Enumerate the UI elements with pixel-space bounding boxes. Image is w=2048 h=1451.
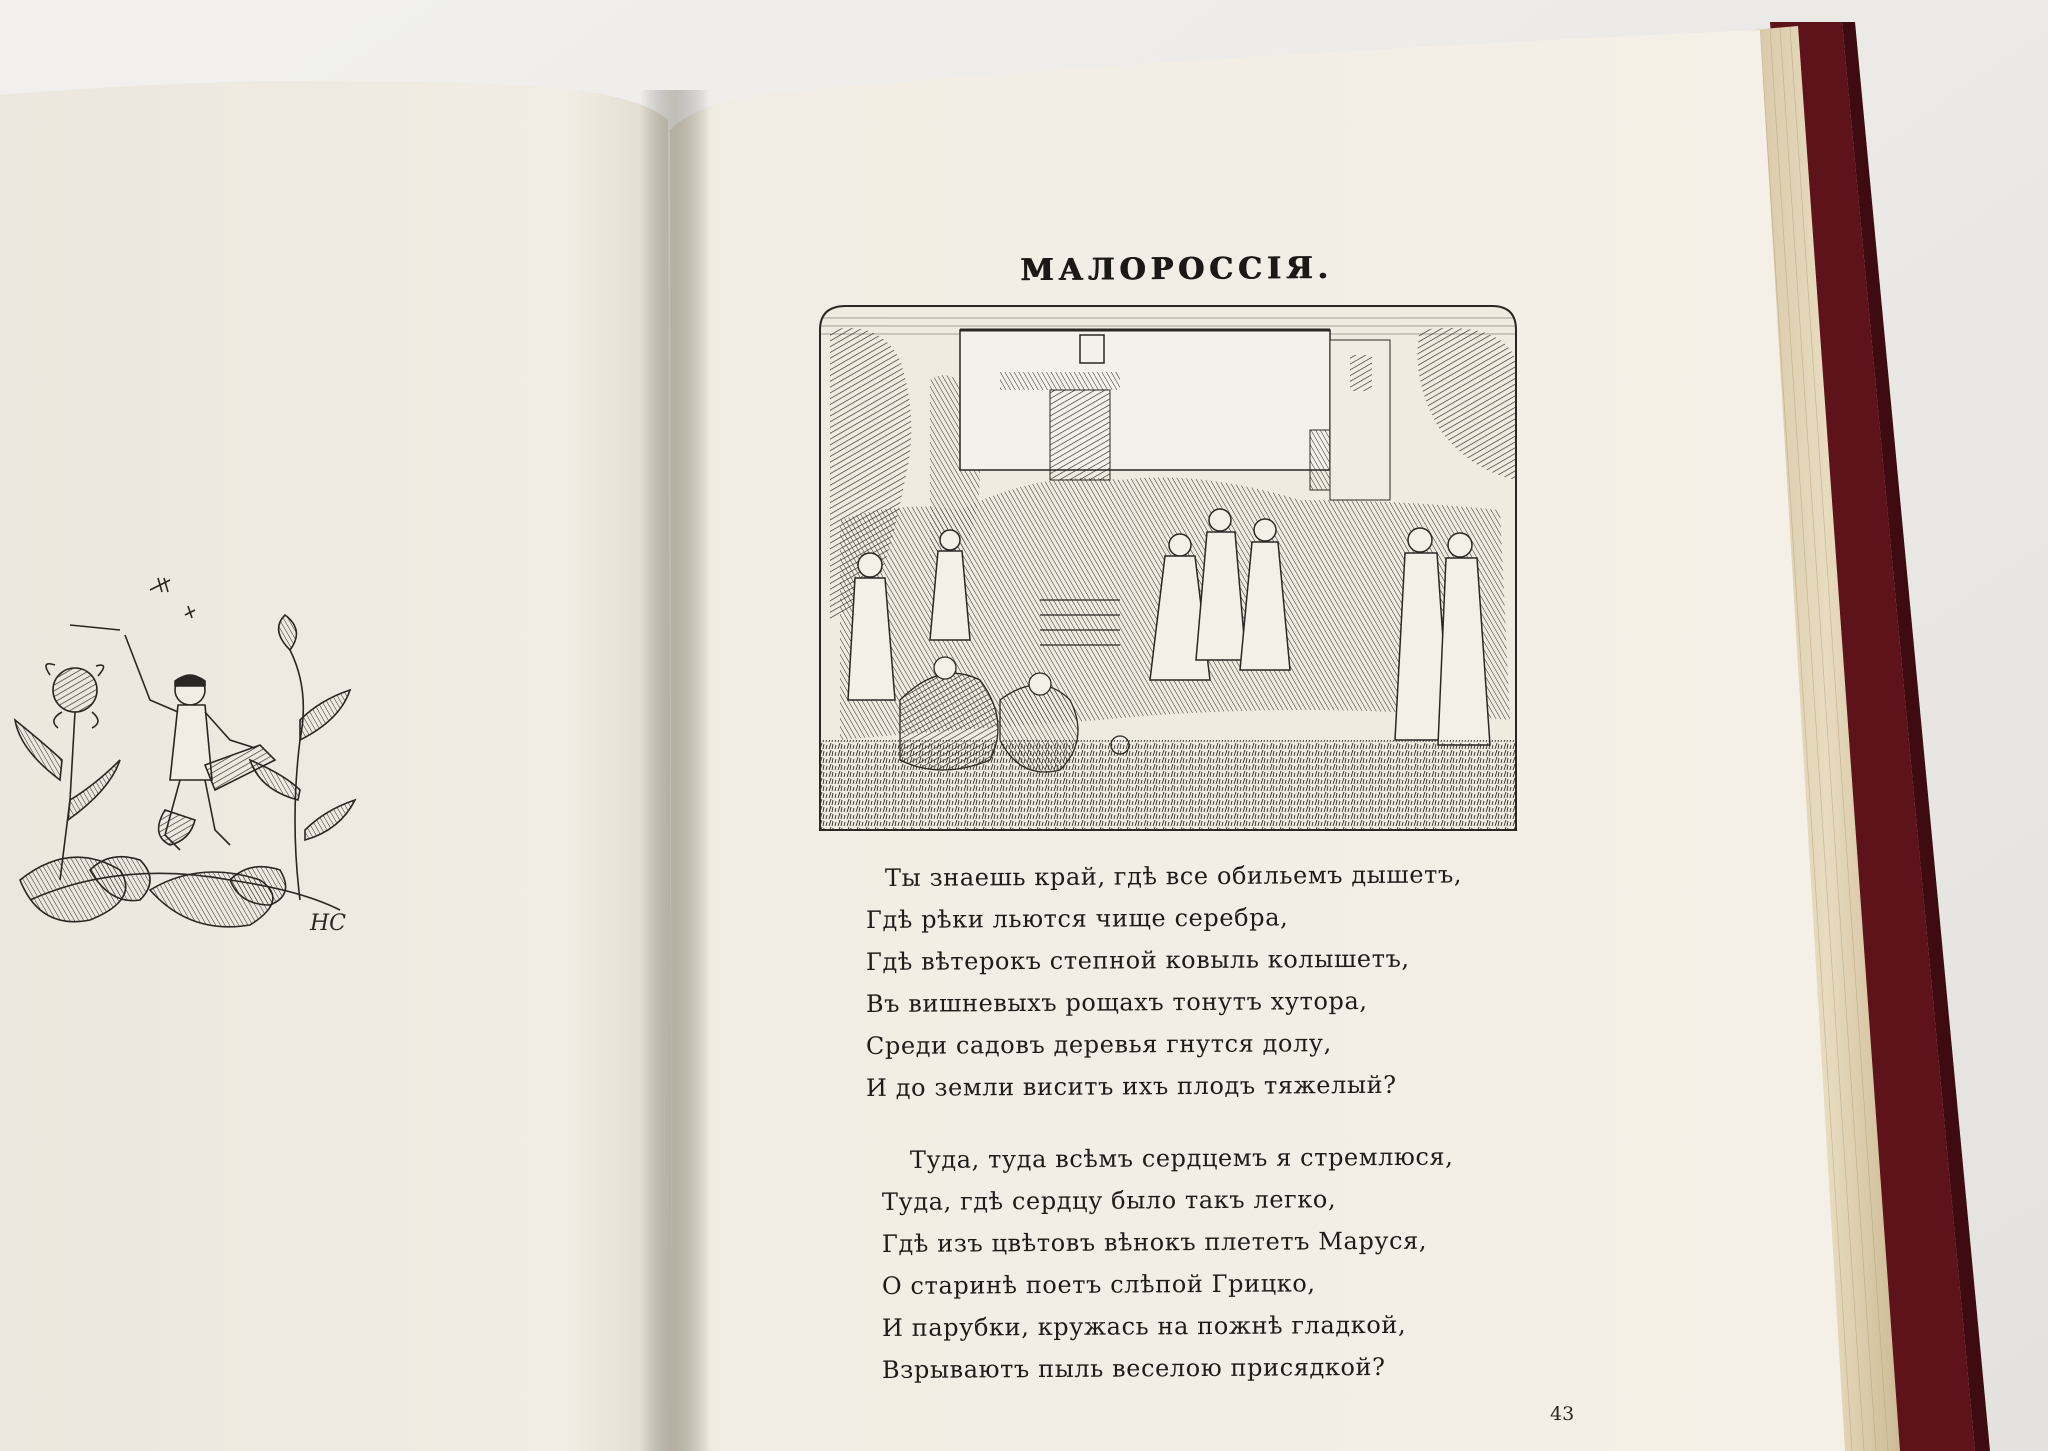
verse-line: Ты знаешь край, гдѣ все обильемъ дышетъ, [884, 860, 1463, 892]
verse-line: Гдѣ вѣтерокъ степной ковыль колышетъ, [865, 944, 1410, 976]
verse-line: И парубки, кружась на пожнѣ гладкой, [881, 1310, 1407, 1342]
page-title: МАЛОРОССІЯ. [1019, 250, 1333, 289]
vignette-signature: НС [310, 911, 347, 936]
verse-line: Въ вишневыхъ рощахъ тонутъ хутора, [865, 986, 1368, 1018]
verse-line: Гдѣ рѣки льются чище серебра, [865, 903, 1289, 934]
verse-line: Туда, гдѣ сердцу было такъ легко, [881, 1185, 1337, 1216]
verse-line: Взрываютъ пыль веселою присядкой? [881, 1352, 1386, 1384]
verse-line: Туда, туда всѣмъ сердцемъ я стремлюся, [909, 1142, 1454, 1174]
verse-line: И до земли виситъ ихъ плодъ тяжелый? [865, 1070, 1397, 1102]
verse-line: О старинѣ поетъ слѣпой Грицко, [881, 1269, 1316, 1300]
page-number: 43 [1550, 1403, 1575, 1425]
verse-line: Гдѣ изъ цвѣтовъ вѣнокъ плететъ Маруся, [881, 1226, 1428, 1258]
verse-line: Среди садовъ деревья гнутся долу, [865, 1029, 1332, 1060]
